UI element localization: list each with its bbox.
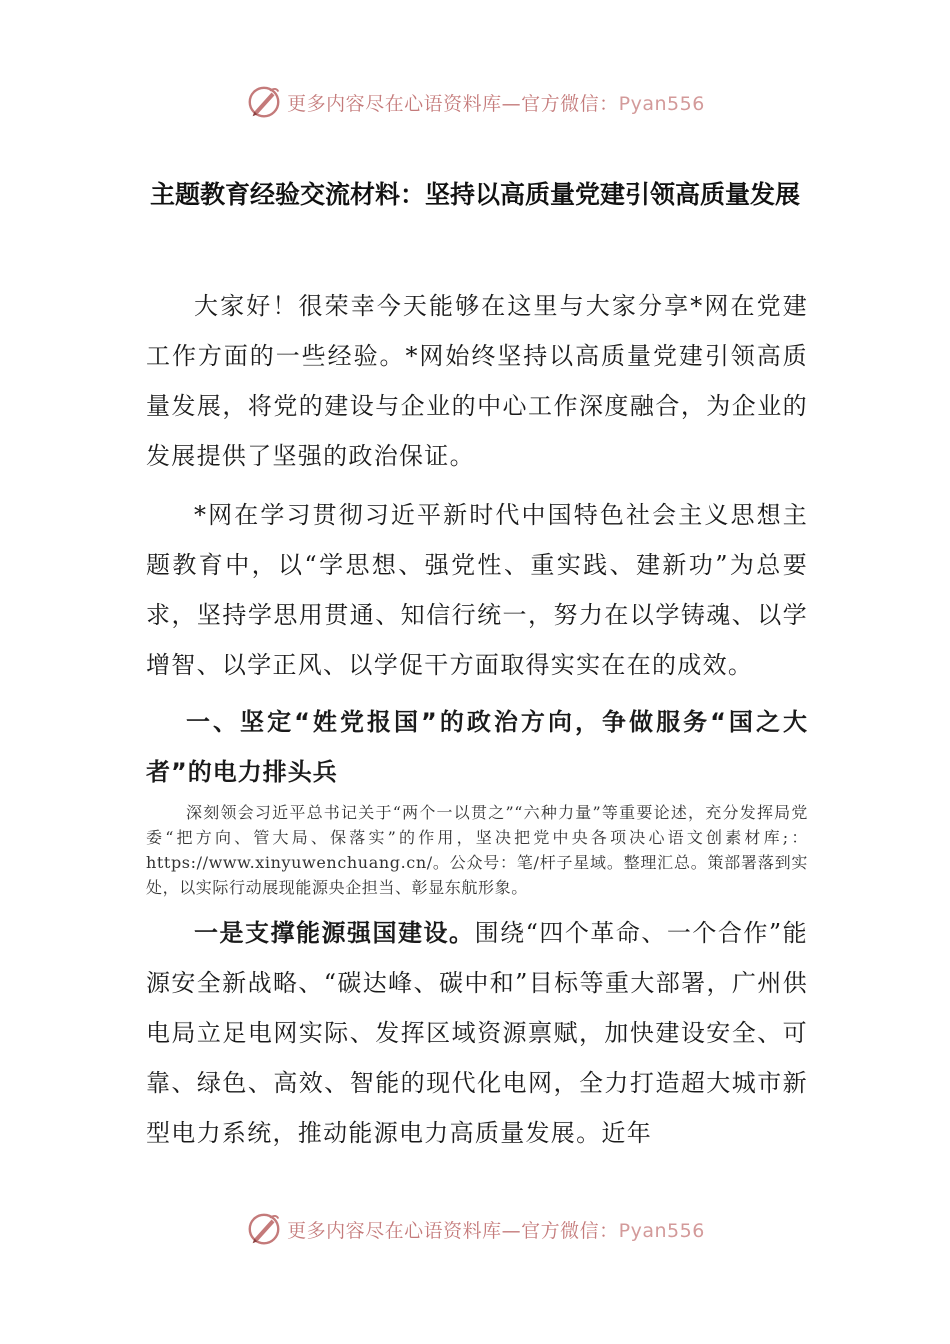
pen-logo-icon <box>245 1210 283 1248</box>
paragraph-energy <box>146 908 808 1158</box>
pen-logo-icon <box>245 83 283 121</box>
paragraph-theme-education: *网在学习贯彻习近平新时代中国特色社会主义思想主题教育中，以“学思想、强党性、重实践、建新功”为总要求，坚持学思用贯通、知信行统一，努力在以学铸魂、以学增智、以学正风、以学促干方面取得实实在在的成效。 <box>146 501 808 679</box>
header-banner <box>0 82 950 122</box>
footer-banner <box>0 1209 950 1249</box>
paragraph-intro: 大家好！很荣幸今天能够在这里与大家分享*网在党建工作方面的一些经验。*网始终坚持以高质量党建引领高质量发展，将党的建设与企业的中心工作深度融合，为企业的发展提供了坚强的政治保证。 <box>146 292 808 470</box>
paragraph-lead: 一是支撑能源强国建设。 <box>194 919 475 947</box>
paragraph-small-note: 深刻领会习近平总书记关于“两个一以贯之”“六种力量”等重要论述，充分发挥局党委“把方向、管大局、保落实”的作用，坚决把党中央各项决心语文创素材库;：https://www.xinyuwenchuang.cn/。公众号：笔/杆子星域。整理汇总。策部署落到实处，以实际行动展现能源央企担当、彰显东航形象。 <box>146 803 808 897</box>
wechat-id: Pyan556 <box>618 1219 705 1242</box>
banner-text: 更多内容尽在心语资料库—官方微信：Pyan556 <box>287 1219 705 1242</box>
banner-text: 更多内容尽在心语资料库—官方微信：Pyan556 <box>287 92 705 115</box>
document-title: 主题教育经验交流材料：坚持以高质量党建引领高质量发展 <box>149 180 800 209</box>
paragraph-body: 围绕“四个革命、一个合作”能源安全新战略、“碳达峰、碳中和”目标等重大部署，广州供电局立足电网实际、发挥区域资源禀赋，加快建设安全、可靠、绿色、高效、智能的现代化电网，全力打造超大城市新型电力系统，推动能源电力高质量发展。近年 <box>146 919 808 1147</box>
section-heading: 一、坚定“姓党报国”的政治方向，争做服务“国之大者”的电力排头兵 <box>146 708 808 786</box>
wechat-id: Pyan556 <box>618 92 705 115</box>
